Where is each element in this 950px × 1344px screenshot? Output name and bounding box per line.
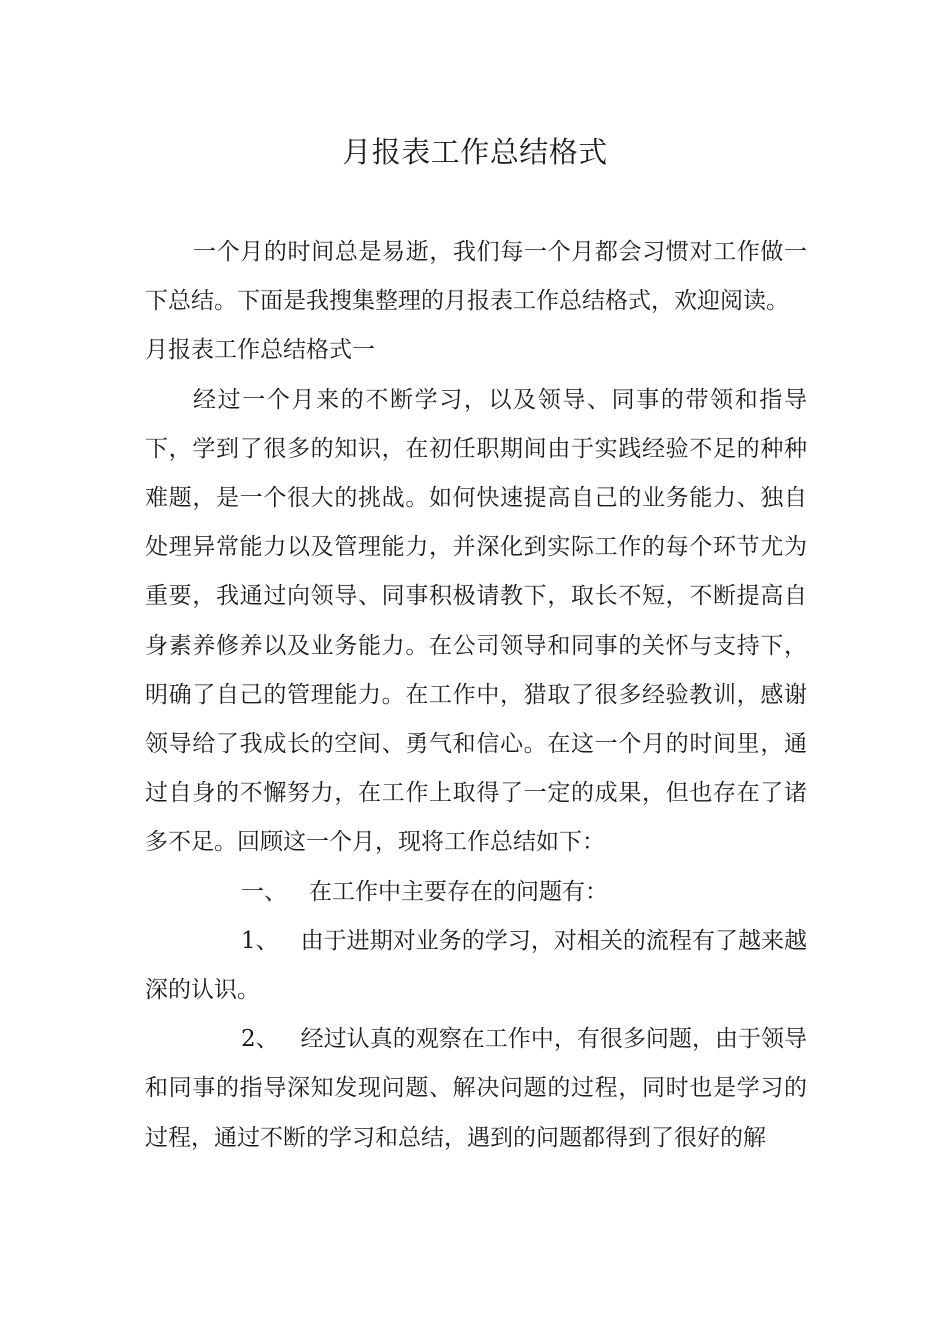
body-paragraph: 经过一个月来的不断学习，以及领导、同事的带领和指导下，学到了很多的知识，在初任职期间由于实践经验不足的种种难题，是一个很大的挑战。如何快速提高自己的业务能力、独自处理异常能力以及管理能力，并深化到实际工作的每个环节尤为重要，我通过向领导、同事积极请教下，取长不短，不断提高自身素养修养以及业务能力。在公司领导和同事的关怀与支持下，明确了自己的管理能力。在工作中，猎取了很多经验教训，感谢领导给了我成长的空间、勇气和信心。在这一个月的时间里，通过自身的不懈努力，在工作上取得了一定的成果，但也存在了诸多不足。回顾这一个月，现将工作总结如下： bbox=[145, 386, 807, 856]
list-item-marker: 2、 bbox=[241, 1026, 279, 1053]
list-heading-text: 在工作中主要存在的问题有： bbox=[308, 878, 608, 905]
list-item-marker: 1、 bbox=[241, 927, 279, 954]
section-heading: 月报表工作总结格式一 bbox=[145, 337, 375, 364]
document-body bbox=[145, 228, 807, 1163]
list-heading bbox=[145, 868, 807, 917]
intro-paragraph: 一个月的时间总是易逝，我们每一个月都会习惯对工作做一下总结。下面是我搜集整理的月报表工作总结格式，欢迎阅读。 bbox=[145, 239, 807, 315]
list-item bbox=[145, 1015, 807, 1163]
list-item-text: 由于进期对业务的学习，对相关的流程有了越来越深的认识。 bbox=[145, 927, 808, 1004]
list-item bbox=[145, 917, 807, 1015]
list-item-text: 经过认真的观察在工作中，有很多问题，由于领导和同事的指导深知发现问题、解决问题的过程，同时也是学习的过程，通过不断的学习和总结，遇到的问题都得到了很好的解 bbox=[145, 1026, 808, 1151]
document-title: 月报表工作总结格式 bbox=[342, 135, 608, 169]
list-heading-marker: 一、 bbox=[241, 878, 287, 905]
